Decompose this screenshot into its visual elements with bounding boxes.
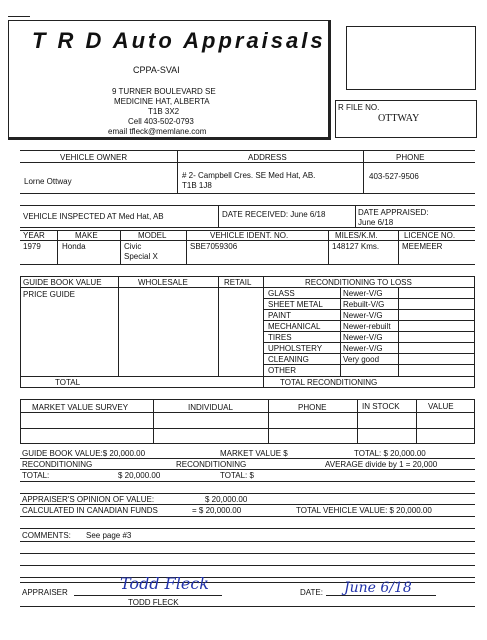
recon-item-label: OTHER xyxy=(268,366,296,375)
recon-header: RECONDITIONING TO LOSS xyxy=(305,278,412,287)
owner-name: Lorne Ottway xyxy=(24,177,72,186)
in-stock-header: IN STOCK xyxy=(362,402,400,411)
guide-header: GUIDE BOOK VALUE xyxy=(23,278,102,287)
vehicle-model-line2: Special X xyxy=(124,252,158,261)
company-logo-text: T R D Auto Appraisals xyxy=(32,28,326,53)
recon-item-label: UPHOLSTERY xyxy=(268,344,323,353)
canadian-funds-value: = $ 20,000.00 xyxy=(192,506,242,515)
vehicle-licence: MEEMEER xyxy=(402,242,443,251)
summary-recon-mid: RECONDITIONING xyxy=(176,460,247,469)
market-phone-header: PHONE xyxy=(298,403,327,412)
recon-item-label: SHEET METAL xyxy=(268,300,323,309)
total-recon-label: TOTAL RECONDITIONING xyxy=(280,378,378,387)
summary-recon-left: RECONDITIONING xyxy=(22,460,93,469)
vehicle-miles: 148127 Kms. xyxy=(332,242,380,251)
date-label: DATE: xyxy=(300,588,323,597)
individual-header: INDIVIDUAL xyxy=(188,403,233,412)
owner-address-line2: T1B 1J8 xyxy=(182,181,212,190)
recon-item-value: Newer-V/G xyxy=(343,344,383,353)
company-postal: T1B 3X2 xyxy=(148,107,180,116)
vehicle-vin: SBE7059306 xyxy=(190,242,238,251)
signoff-date-value: June 6/18 xyxy=(344,580,412,596)
recon-item-label: CLEANING xyxy=(268,355,309,364)
vin-header: VEHICLE IDENT. NO. xyxy=(210,231,289,240)
recon-item-value: Very good xyxy=(343,355,380,364)
summary-total-mid: TOTAL: $ xyxy=(220,471,254,480)
summary-total-left: TOTAL: xyxy=(22,471,50,480)
miles-header: MILES/K.M. xyxy=(335,231,378,240)
opinion-label: APPRAISER'S OPINION OF VALUE: xyxy=(22,495,155,504)
wholesale-header: WHOLESALE xyxy=(138,278,188,287)
photo-box xyxy=(346,26,476,90)
market-survey-header: MARKET VALUE SURVEY xyxy=(32,403,129,412)
price-guide-label: PRICE GUIDE xyxy=(23,290,76,299)
appraiser-name: TODD FLECK xyxy=(128,598,179,607)
vehicle-year: 1979 xyxy=(23,242,41,251)
inspected-at: VEHICLE INSPECTED AT Med Hat, AB xyxy=(23,212,164,221)
vehicle-make: Honda xyxy=(62,242,86,251)
vehicle-model-line1: Civic xyxy=(124,242,142,251)
recon-item-value: Newer-V/G xyxy=(343,289,383,298)
owner-address-line1: # 2- Campbell Cres. SE Med Hat, AB. xyxy=(182,171,316,180)
recon-item-label: TIRES xyxy=(268,333,292,342)
licence-header: LICENCE NO. xyxy=(404,231,456,240)
summary-total-right: TOTAL: $ 20,000.00 xyxy=(354,449,426,458)
owner-phone: 403-527-9506 xyxy=(369,172,419,181)
file-number-label: R FILE NO. xyxy=(338,103,380,112)
phone-header: PHONE xyxy=(396,153,425,162)
recon-item-value: Rebuilt-V/G xyxy=(343,300,385,309)
year-header: YEAR xyxy=(23,231,45,240)
date-appraised-value: June 6/18 xyxy=(358,218,394,227)
recon-item-label: PAINT xyxy=(268,311,291,320)
model-header: MODEL xyxy=(138,231,167,240)
company-email: email tfleck@memlane.com xyxy=(108,127,207,136)
recon-item-value: Newer-V/G xyxy=(343,311,383,320)
date-appraised-label: DATE APPRAISED: xyxy=(358,208,429,217)
recon-item-value: Newer-rebuilt xyxy=(343,322,391,331)
recon-item-label: MECHANICAL xyxy=(268,322,321,331)
summary-average: AVERAGE divide by 1 = 20,000 xyxy=(325,460,438,469)
signature-line xyxy=(74,595,222,596)
value-header: VALUE xyxy=(428,402,454,411)
company-subtitle: CPPA-SVAI xyxy=(133,65,180,75)
opinion-value: $ 20,000.00 xyxy=(205,495,248,504)
make-header: MAKE xyxy=(75,231,98,240)
company-cell: Cell 403-502-0793 xyxy=(128,117,194,126)
date-received: DATE RECEIVED: June 6/18 xyxy=(222,210,326,219)
guide-grid xyxy=(20,276,475,388)
guide-total-label: TOTAL xyxy=(55,378,81,387)
total-vehicle-value: TOTAL VEHICLE VALUE: $ 20,000.00 xyxy=(296,506,432,515)
guide-book-value: GUIDE BOOK VALUE:$ 20,000.00 xyxy=(22,449,146,458)
appraiser-label: APPRAISER xyxy=(22,588,68,597)
recon-item-value: Newer-V/G xyxy=(343,333,383,342)
appraiser-signature: Todd Fleck xyxy=(120,574,209,593)
file-number-value: OTTWAY xyxy=(378,113,420,124)
company-address-line1: 9 TURNER BOULEVARD SE xyxy=(112,87,216,96)
owner-header: VEHICLE OWNER xyxy=(60,153,128,162)
canadian-funds-label: CALCULATED IN CANADIAN FUNDS xyxy=(22,506,158,515)
market-value: MARKET VALUE $ xyxy=(220,449,288,458)
company-address-line2: MEDICINE HAT, ALBERTA xyxy=(114,97,210,106)
corner-mark xyxy=(8,16,30,17)
comments-label: COMMENTS: xyxy=(22,531,71,540)
retail-header: RETAIL xyxy=(224,278,252,287)
recon-item-label: GLASS xyxy=(268,289,295,298)
summary-total-left-value: $ 20,000.00 xyxy=(118,471,161,480)
address-header: ADDRESS xyxy=(248,153,287,162)
comments-value: See page #3 xyxy=(86,531,132,540)
